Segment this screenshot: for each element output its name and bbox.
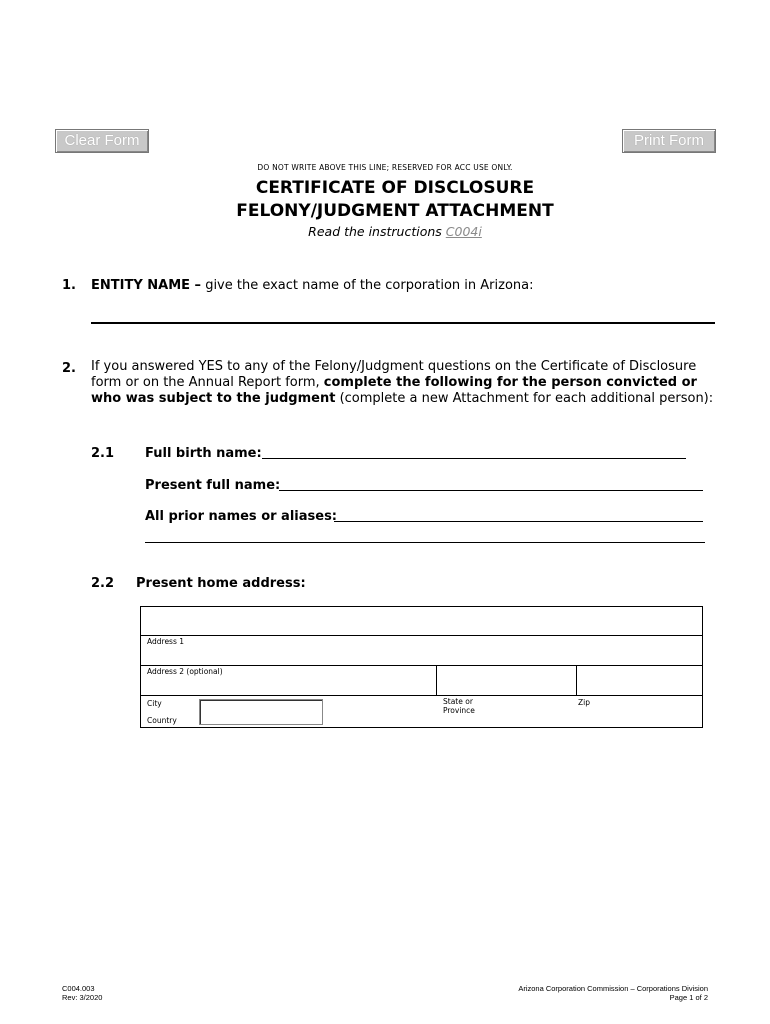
address-divider-2 — [140, 665, 702, 666]
section2-line1: If you answered YES to any of the Felony/Judgment questions on the Certificate of Disclosure — [91, 359, 697, 374]
entity-name-label: ENTITY NAME – — [91, 278, 202, 293]
city-country-field[interactable] — [199, 699, 323, 725]
section2-line2: form or on the Annual Report form, complete the following for the person convicted or — [91, 375, 697, 390]
instructions-line — [0, 224, 770, 239]
form-revision: Rev: 3/2020 — [62, 993, 103, 1002]
section21-number: 2.1 — [91, 446, 115, 461]
address2-label: Address 2 (optional) — [147, 667, 223, 676]
address-divider-1 — [140, 635, 702, 636]
entity-name-field[interactable] — [91, 303, 715, 321]
section1-number: 1. — [62, 278, 76, 293]
entity-name-underline — [91, 322, 715, 324]
page-number: Page 1 of 2 — [669, 993, 708, 1002]
section2-paragraph — [91, 359, 731, 407]
state-label: State or Province — [443, 697, 475, 715]
full-birth-name-field[interactable] — [262, 458, 686, 459]
clear-form-button[interactable] — [55, 129, 149, 153]
state-field[interactable] — [437, 713, 575, 725]
prior-names-field[interactable] — [334, 521, 703, 522]
instructions-text: Read the instructions — [308, 224, 446, 239]
address-divider-3 — [140, 695, 702, 696]
reserved-notice: DO NOT WRITE ABOVE THIS LINE; RESERVED FOR ACC USE ONLY. — [257, 163, 513, 172]
agency-name: Arizona Corporation Commission – Corporations Division — [518, 984, 708, 993]
instructions-link[interactable]: C004i — [445, 224, 482, 239]
address1-field[interactable] — [141, 646, 701, 664]
country-label: Country — [147, 716, 177, 725]
address-vsep-2 — [576, 666, 577, 695]
section2-line3: who was subject to the judgment (complete a new Attachment for each additional person): — [91, 391, 714, 406]
city-label: City — [147, 699, 162, 708]
prior-names-label: All prior names or aliases: — [145, 509, 338, 524]
section2-number: 2. — [62, 361, 76, 376]
home-address-label: Present home address: — [136, 576, 306, 591]
full-birth-name-label: Full birth name: — [145, 446, 262, 461]
print-form-label: Print Form — [633, 132, 704, 149]
section1-text — [91, 278, 533, 294]
section22-number: 2.2 — [91, 576, 115, 591]
entity-name-instruction: give the exact name of the corporation in Arizona: — [201, 278, 534, 293]
present-full-name-field[interactable] — [279, 490, 703, 491]
form-code-block — [62, 984, 102, 1002]
clear-form-label: Clear Form — [64, 132, 140, 149]
address1-label: Address 1 — [147, 637, 185, 646]
prior-names-field-2[interactable] — [145, 542, 705, 543]
address2-field[interactable] — [141, 676, 435, 694]
zip-field[interactable] — [577, 713, 700, 725]
print-form-button[interactable] — [622, 129, 716, 153]
agency-block — [518, 984, 708, 1002]
page-subtitle: FELONY/JUDGMENT ATTACHMENT — [236, 201, 554, 221]
form-code: C004.003 — [62, 984, 95, 993]
present-full-name-label: Present full name: — [145, 478, 281, 493]
address-street-field[interactable] — [141, 607, 701, 635]
zip-label: Zip — [578, 698, 590, 707]
address-vsep-1 — [436, 666, 437, 695]
page-title: CERTIFICATE OF DISCLOSURE — [255, 178, 535, 198]
